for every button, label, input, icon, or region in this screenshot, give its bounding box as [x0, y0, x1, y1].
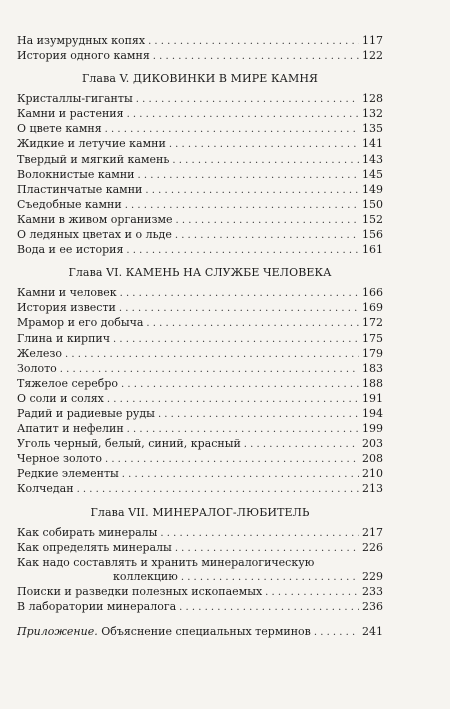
entry-title: Как определять минералы	[17, 540, 172, 554]
entry-title: Редкие элементы	[17, 467, 119, 481]
entry-title: О ледяных цветах и о льде	[17, 228, 172, 242]
leader-dots	[176, 214, 359, 228]
entry-page: 183	[362, 361, 383, 375]
toc-entry	[17, 407, 383, 422]
entry-title: Кристаллы-гиганты	[17, 92, 133, 106]
toc-entry	[17, 243, 383, 258]
leader-dots	[65, 348, 359, 362]
leader-dots	[127, 108, 359, 122]
entry-title: Камни и растения	[17, 107, 124, 121]
toc-entry	[17, 362, 383, 377]
entry-page: 156	[362, 228, 383, 242]
toc-entry	[17, 467, 383, 482]
entry-title: Съедобные камни	[17, 197, 122, 211]
leader-dots	[145, 184, 359, 198]
entry-title: Железо	[17, 346, 62, 360]
entry-page: 143	[362, 152, 383, 166]
entry-title: Апатит и нефелин	[17, 422, 124, 436]
leader-dots	[107, 393, 359, 407]
entry-page: 191	[362, 391, 383, 405]
leader-dots	[179, 601, 359, 615]
toc-entry	[17, 137, 383, 152]
entry-title: Глина и кирпич	[17, 331, 111, 345]
entry-page: 132	[362, 107, 383, 121]
toc-entry	[17, 49, 383, 64]
toc-entry	[17, 183, 383, 198]
entry-title: О соли и солях	[17, 391, 104, 405]
entry-title: Золото	[17, 361, 57, 375]
entry-page: 161	[362, 243, 383, 257]
table-of-contents	[17, 34, 383, 640]
top-entries	[17, 34, 383, 64]
leader-dots	[127, 423, 359, 437]
entry-title: Как собирать минералы	[17, 525, 158, 539]
entry-page: 210	[362, 467, 383, 481]
entry-title: На изумрудных копях	[17, 34, 146, 47]
toc-entry	[17, 392, 383, 407]
toc-entry	[17, 347, 383, 362]
toc-entry	[17, 107, 383, 122]
entry-page: 149	[362, 182, 383, 196]
entry-title: Поиски и разведки полезных ископаемых	[17, 584, 263, 598]
leader-dots	[314, 626, 359, 640]
entry-title: Жидкие и летучие камни	[17, 137, 166, 151]
leader-dots	[60, 363, 359, 377]
leader-dots	[136, 93, 359, 107]
toc-entry	[17, 585, 383, 600]
entry-page: 179	[362, 346, 383, 360]
toc-entry	[17, 286, 383, 301]
toc-entry	[17, 92, 383, 107]
leader-dots	[105, 453, 359, 467]
toc-entry-multiline	[17, 556, 383, 585]
entry-title: Волокнистые камни	[17, 167, 135, 181]
toc-entry	[17, 213, 383, 228]
toc-entry	[17, 526, 383, 541]
leader-dots	[175, 229, 359, 243]
chapter-heading-7: Глава VII. МИНЕРАЛОГ-ЛЮБИТЕЛЬ	[90, 505, 310, 519]
entry-title: Камни в живом организме	[17, 212, 173, 226]
toc-entry	[17, 377, 383, 392]
entry-page: 117	[362, 34, 383, 47]
toc-entry	[17, 228, 383, 243]
entry-title: В лаборатории минералога	[17, 600, 177, 613]
entry-page: 166	[362, 286, 383, 300]
toc-entry	[17, 541, 383, 556]
chapter-5-entries	[17, 92, 383, 258]
leader-dots	[160, 527, 359, 541]
entry-page: 141	[362, 137, 383, 151]
entry-page: 169	[362, 301, 383, 315]
appendix-title	[17, 625, 311, 639]
leader-dots	[169, 138, 359, 152]
entry-page: 203	[362, 437, 383, 451]
entry-title: История одного камня	[17, 49, 150, 63]
entry-title: О цвете камня	[17, 122, 102, 136]
leader-dots	[119, 302, 359, 316]
toc-entry	[17, 122, 383, 137]
toc-entry	[17, 198, 383, 213]
chapter-heading-5: Глава V. ДИКОВИНКИ В МИРЕ КАМНЯ	[81, 72, 319, 86]
toc-entry	[17, 316, 383, 331]
entry-page: 236	[362, 600, 383, 613]
entry-page: 150	[362, 197, 383, 211]
leader-dots	[181, 571, 359, 585]
entry-page: 241	[362, 625, 383, 639]
leader-dots	[105, 123, 359, 137]
entry-title: Черное золото	[17, 452, 102, 466]
leader-dots	[138, 169, 359, 183]
toc-entry	[17, 437, 383, 452]
entry-continuation	[17, 570, 383, 585]
leader-dots	[113, 333, 359, 347]
chapter-6-entries	[17, 286, 383, 497]
entry-page: 175	[362, 331, 383, 345]
toc-entry	[17, 301, 383, 316]
toc-entry	[17, 332, 383, 347]
chapter-heading-6: Глава VI. КАМЕНЬ НА СЛУЖБЕ ЧЕЛОВЕКА	[68, 266, 332, 280]
entry-page: 226	[362, 540, 383, 554]
toc-entry	[17, 168, 383, 183]
appendix-entry	[17, 625, 383, 640]
leader-dots	[148, 35, 359, 49]
leader-dots	[146, 317, 359, 331]
entry-title: Пластинчатые камни	[17, 182, 143, 196]
leader-dots	[158, 408, 359, 422]
toc-entry	[17, 34, 383, 49]
toc-entry	[17, 482, 383, 497]
leader-dots	[122, 468, 359, 482]
entry-page: 172	[362, 316, 383, 330]
entry-page: 199	[362, 422, 383, 436]
toc-entry	[17, 422, 383, 437]
entry-title: Камни и человек	[17, 286, 117, 300]
appendix-text: Объяснение специальных терминов	[101, 625, 311, 639]
entry-page: 194	[362, 406, 383, 420]
entry-page: 217	[362, 525, 383, 539]
entry-title: Колчедан	[17, 482, 74, 496]
entry-title: Радий и радиевые руды	[17, 406, 155, 420]
entry-page: 145	[362, 167, 383, 181]
entry-page: 122	[362, 49, 383, 63]
entry-page: 135	[362, 122, 383, 136]
entry-title-line2: коллекцию	[113, 569, 178, 583]
leader-dots	[121, 378, 359, 392]
leader-dots	[265, 586, 359, 600]
entry-title: Тяжелое серебро	[17, 376, 119, 390]
entry-page: 152	[362, 212, 383, 226]
leader-dots	[175, 542, 359, 556]
entry-page: 229	[362, 569, 383, 583]
entry-title: История извести	[17, 301, 116, 315]
entry-page: 213	[362, 482, 383, 496]
leader-dots	[244, 438, 359, 452]
leader-dots	[153, 50, 359, 64]
entry-page: 208	[362, 452, 383, 466]
leader-dots	[125, 199, 359, 213]
toc-entry	[17, 153, 383, 168]
entry-page: 128	[362, 92, 383, 106]
appendix-label: Приложение.	[17, 625, 98, 639]
leader-dots	[172, 154, 359, 168]
entry-title: Уголь черный, белый, синий, красный	[17, 437, 241, 451]
leader-dots	[77, 483, 359, 497]
toc-entry	[17, 452, 383, 467]
toc-entry	[17, 600, 383, 615]
leader-dots	[120, 287, 359, 301]
entry-title-line1: Как надо составлять и хранить минералогическую	[17, 555, 315, 569]
entry-title: Вода и ее история	[17, 243, 124, 257]
entry-page: 233	[362, 584, 383, 598]
entry-page: 188	[362, 376, 383, 390]
leader-dots	[126, 244, 359, 258]
entry-title: Твердый и мягкий камень	[17, 152, 170, 166]
chapter-7-entries	[17, 526, 383, 616]
entry-title: Мрамор и его добыча	[17, 316, 144, 330]
